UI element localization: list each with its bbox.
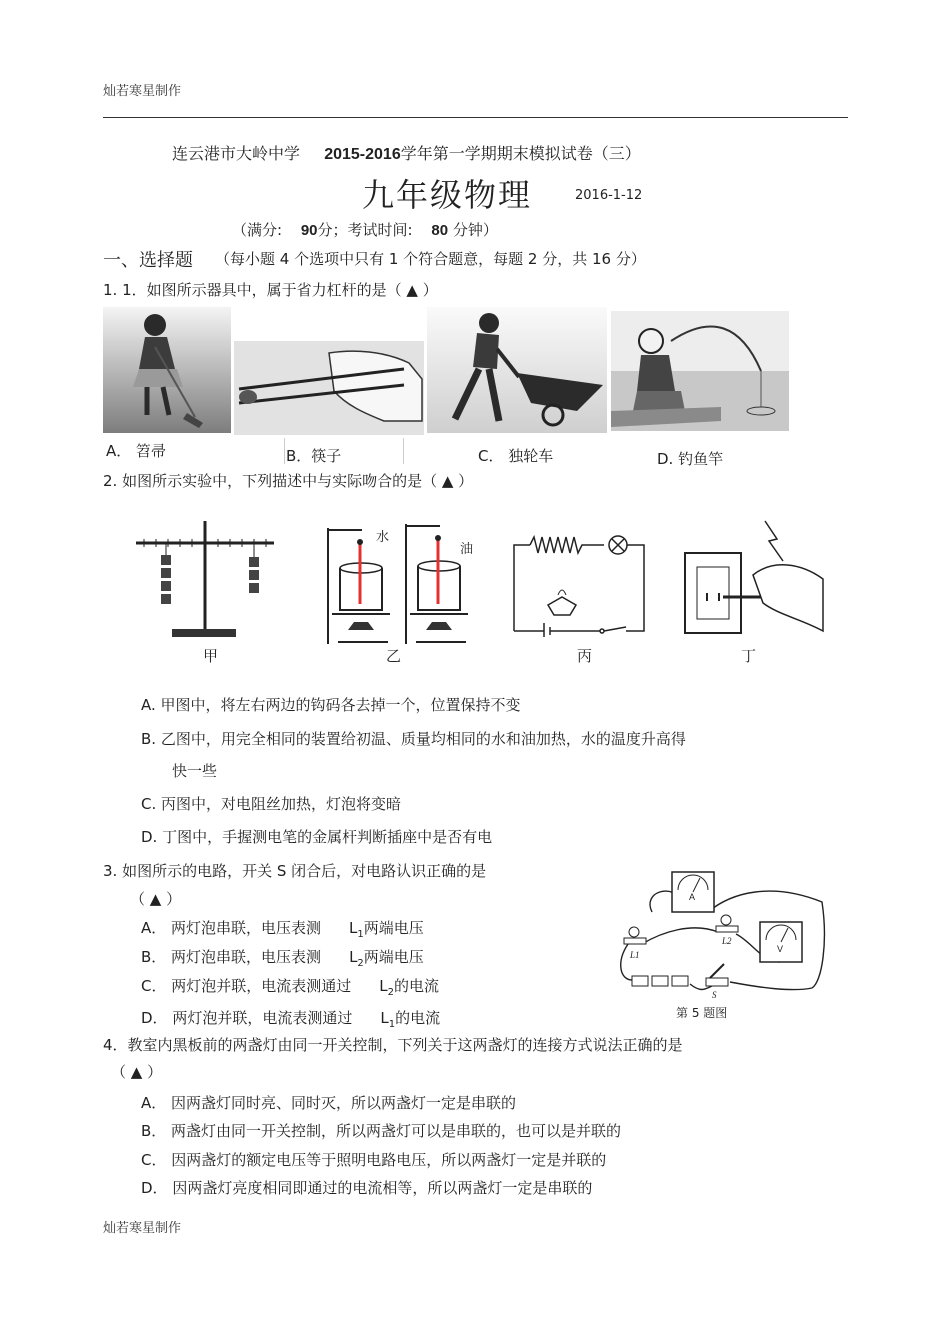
exam-date: 2016-1-12 xyxy=(575,188,643,203)
exam-subject: 九年级物理 xyxy=(362,176,533,214)
chopsticks-image xyxy=(234,341,424,435)
exam-info xyxy=(232,219,498,240)
q3-option-d-l: L xyxy=(380,1009,389,1027)
lever-figure xyxy=(130,515,280,645)
broom-girl-image xyxy=(103,307,231,433)
fishing-rod-image xyxy=(611,311,789,431)
q3-option-a xyxy=(141,917,424,940)
q3-option-a-l: L xyxy=(349,919,358,937)
water-label: 水 xyxy=(376,530,390,545)
q3-option-c-tail: 的电流 xyxy=(393,977,439,995)
fig-label-bing: 丙 xyxy=(577,647,593,665)
exam-title xyxy=(172,141,641,164)
wheelbarrow-image xyxy=(427,307,607,433)
q3-option-c-sub: 2 xyxy=(387,987,394,998)
heating-figure xyxy=(318,518,470,648)
oil-label: 油 xyxy=(460,542,474,557)
q3-option-d-sub: 1 xyxy=(388,1019,396,1030)
q3-option-a-text: A． 两灯泡串联，电压表测 xyxy=(141,919,322,937)
exam-title-year: 2015-2016 xyxy=(324,146,401,163)
fig-label-jia: 甲 xyxy=(203,647,219,665)
test-pen-figure xyxy=(683,519,828,637)
q3-option-b xyxy=(141,946,424,969)
q3-option-b-text: B． 两灯泡串联，电压表测 xyxy=(141,948,322,966)
q4-stem: 4．教室内黑板前的两盏灯由同一开关控制，下列关于这两盏灯的连接方式说法正确的是 xyxy=(103,1036,683,1054)
q3-option-d xyxy=(141,1007,440,1030)
q3-option-c-l: L xyxy=(379,977,388,995)
info-time-unit: 分钟） xyxy=(452,221,498,239)
info-time-label: 分；考试时间: xyxy=(317,221,413,239)
circuit-figure xyxy=(612,862,830,1004)
q1-label-a: A． 笤帚 xyxy=(106,442,167,460)
q3-option-d-tail: 的电流 xyxy=(395,1009,441,1027)
q1-stem: 1. 1．如图所示器具中，属于省力杠杆的是（ ▲ ） xyxy=(103,281,438,299)
info-score-label: （满分: xyxy=(232,221,283,239)
q2-stem: 2. 如图所示实验中，下列描述中与实际吻合的是（ ▲ ） xyxy=(103,472,474,490)
q3-option-c-text: C． 两灯泡并联，电流表测通过 xyxy=(141,977,352,995)
q1-label-d: D. 钓鱼竿 xyxy=(657,450,724,468)
voltmeter-letter: V xyxy=(777,944,784,954)
ammeter-letter: A xyxy=(689,892,696,902)
q4-option-b: B． 两盏灯由同一开关控制，所以两盏灯可以是串联的，也可以是并联的 xyxy=(141,1122,622,1140)
q3-option-d-text: D． 两灯泡并联，电流表测通过 xyxy=(141,1009,353,1027)
q3-option-b-tail: 两端电压 xyxy=(363,948,424,966)
footer-brand: 灿若寒星制作 xyxy=(103,1221,182,1236)
q3-answer: （ ▲ ） xyxy=(130,890,182,908)
q1-label-c: C． 独轮车 xyxy=(478,447,554,465)
resistor-circuit-figure xyxy=(510,535,648,637)
switch-label: S xyxy=(712,990,717,1000)
q3-option-b-l: L xyxy=(349,948,358,966)
fig-caption: 第 5 题图 xyxy=(676,1006,728,1020)
header-rule xyxy=(103,117,848,118)
section-title: 一、选择题 xyxy=(103,250,193,271)
lamp2-label: L2 xyxy=(722,936,732,946)
header-brand: 灿若寒星制作 xyxy=(103,84,182,99)
q4-option-a: A． 因两盏灯同时亮、同时灭，所以两盏灯一定是串联的 xyxy=(141,1094,517,1112)
q4-option-c: C． 因两盏灯的额定电压等于照明电路电压，所以两盏灯一定是并联的 xyxy=(141,1151,607,1169)
q1-label-b: B．筷子 xyxy=(286,447,342,465)
q4-option-d: D． 因两盏灯亮度相同即通过的电流相等，所以两盏灯一定是串联的 xyxy=(141,1179,593,1197)
q3-option-a-tail: 两端电压 xyxy=(363,919,424,937)
q2-option-c: C. 丙图中，对电阻丝加热，灯泡将变暗 xyxy=(141,795,402,813)
exam-title-school: 连云港市大岭中学 xyxy=(172,144,301,163)
q2-option-b: B. 乙图中，用完全相同的装置给初温、质量均相同的水和油加热，水的温度升高得 xyxy=(141,730,686,748)
fig-label-yi: 乙 xyxy=(386,647,402,665)
info-score: 90 xyxy=(300,222,318,239)
q3-option-c xyxy=(141,975,439,998)
q3-option-b-sub: 2 xyxy=(357,958,364,969)
lamp1-label: L1 xyxy=(630,950,640,960)
q3-stem: 3. 如图所示的电路，开关 S 闭合后，对电路认识正确的是 xyxy=(103,862,487,880)
info-time: 80 xyxy=(431,222,449,239)
q2-option-a: A. 甲图中，将左右两边的钩码各去掉一个，位置保持不变 xyxy=(141,696,521,714)
q2-option-b-cont: 快一些 xyxy=(172,762,218,780)
q3-option-a-sub: 1 xyxy=(357,929,364,940)
fig-label-ding: 丁 xyxy=(741,647,757,665)
q2-option-d: D. 丁图中，手握测电笔的金属杆判断插座中是否有电 xyxy=(141,828,493,846)
q4-answer: （ ▲ ） xyxy=(111,1063,163,1081)
exam-title-term: 学年第一学期期末模拟试卷（三） xyxy=(400,144,641,163)
section-note: （每小题 4 个选项中只有 1 个符合题意，每题 2 分，共 16 分） xyxy=(215,250,646,268)
